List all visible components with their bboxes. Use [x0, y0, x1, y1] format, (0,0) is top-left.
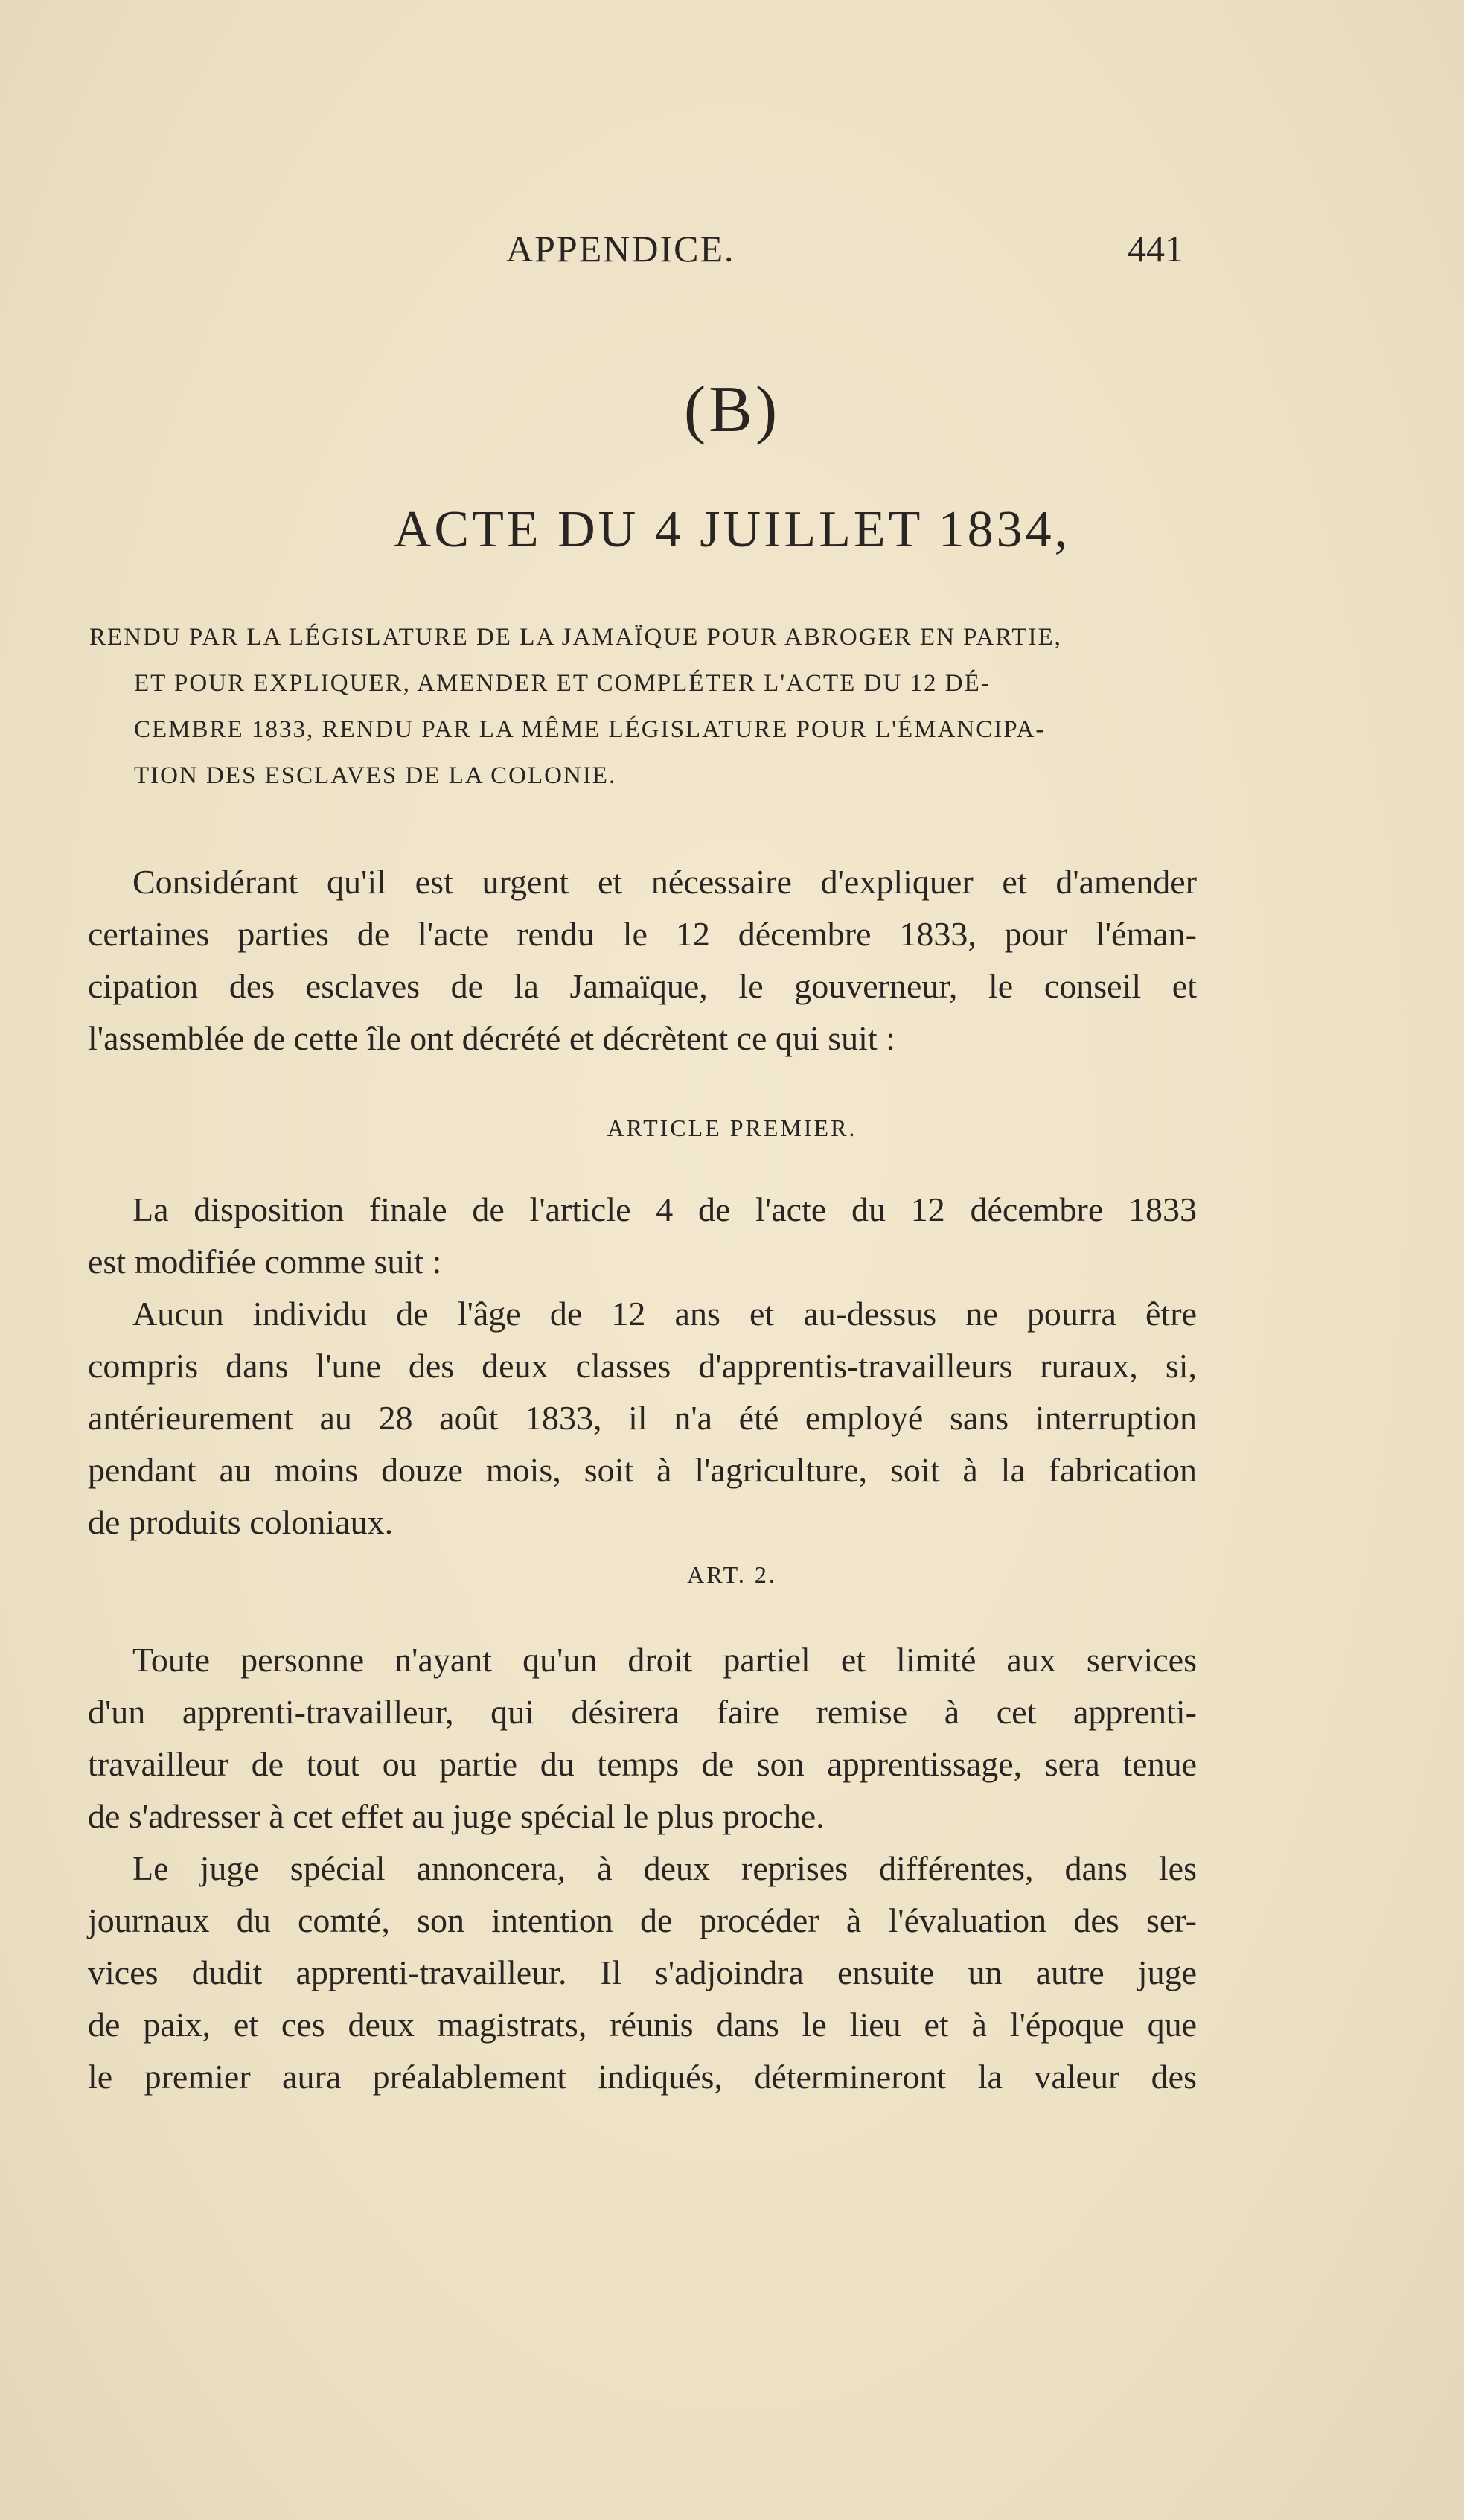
- text-line: d'un apprenti-travailleur, qui désirera faire remise à cet apprenti-: [88, 1693, 1197, 1731]
- text-line: Considérant qu'il est urgent et nécessaire d'expliquer et d'amender: [132, 863, 1197, 901]
- article-2-paragraph-1: [88, 1634, 1197, 1843]
- text-line: antérieurement au 28 août 1833, il n'a été employé sans interruption: [88, 1399, 1197, 1437]
- act-subtitle: [89, 614, 1206, 799]
- text-line: compris dans l'une des deux classes d'apprentis-travailleurs ruraux, si,: [88, 1347, 1197, 1385]
- text-line: certaines parties de l'acte rendu le 12 décembre 1833, pour l'éman-: [88, 915, 1197, 953]
- text-line: La disposition finale de l'article 4 de l'acte du 12 décembre 1833: [132, 1190, 1197, 1228]
- article-1-heading: ARTICLE PREMIER.: [607, 1114, 857, 1141]
- subtitle-line: CEMBRE 1833, RENDU PAR LA MÊME LÉGISLATURE POUR L'ÉMANCIPA-: [134, 716, 1046, 743]
- text-line: est modifiée comme suit :: [88, 1243, 442, 1280]
- subtitle-line: TION DES ESCLAVES DE LA COLONIE.: [134, 762, 617, 789]
- section-mark: (B): [683, 374, 781, 446]
- text-line: de produits coloniaux.: [88, 1503, 394, 1541]
- text-line: l'assemblée de cette île ont décrété et décrètent ce qui suit :: [88, 1019, 895, 1057]
- page-number: 441: [1128, 228, 1183, 269]
- article-1-paragraph-2: [88, 1288, 1197, 1548]
- text-line: Le juge spécial annoncera, à deux reprises différentes, dans les: [132, 1849, 1197, 1887]
- article-2-heading: ART. 2.: [687, 1561, 777, 1588]
- subtitle-line: ET POUR EXPLIQUER, AMENDER ET COMPLÉTER L'ACTE DU 12 DÉ-: [134, 670, 991, 697]
- subtitle-line: RENDU PAR LA LÉGISLATURE DE LA JAMAÏQUE POUR ABROGER EN PARTIE,: [89, 624, 1062, 651]
- article-1-paragraph-1: [88, 1184, 1197, 1288]
- text-line: journaux du comté, son intention de procéder à l'évaluation des ser-: [88, 1901, 1197, 1939]
- article-2-paragraph-2: [88, 1843, 1197, 2103]
- text-line: Toute personne n'ayant qu'un droit partiel et limité aux services: [132, 1641, 1197, 1679]
- text-line: de s'adresser à cet effet au juge spécial le plus proche.: [88, 1797, 825, 1835]
- text-line: cipation des esclaves de la Jamaïque, le gouverneur, le conseil et: [88, 967, 1197, 1005]
- text-line: travailleur de tout ou partie du temps de son apprentissage, sera tenue: [88, 1745, 1197, 1783]
- running-head: APPENDICE.: [506, 228, 735, 269]
- preamble-paragraph: [88, 856, 1197, 1065]
- text-line: de paix, et ces deux magistrats, réunis dans le lieu et à l'époque que: [88, 2006, 1197, 2044]
- text-line: le premier aura préalablement indiqués, détermineront la valeur des: [88, 2058, 1197, 2096]
- text-line: vices dudit apprenti-travailleur. Il s'adjoindra ensuite un autre juge: [88, 1953, 1197, 1991]
- act-title: ACTE DU 4 JUILLET 1834,: [393, 501, 1071, 558]
- text-line: Aucun individu de l'âge de 12 ans et au-dessus ne pourra être: [132, 1295, 1197, 1333]
- text-line: pendant au moins douze mois, soit à l'agriculture, soit à la fabrication: [88, 1451, 1197, 1489]
